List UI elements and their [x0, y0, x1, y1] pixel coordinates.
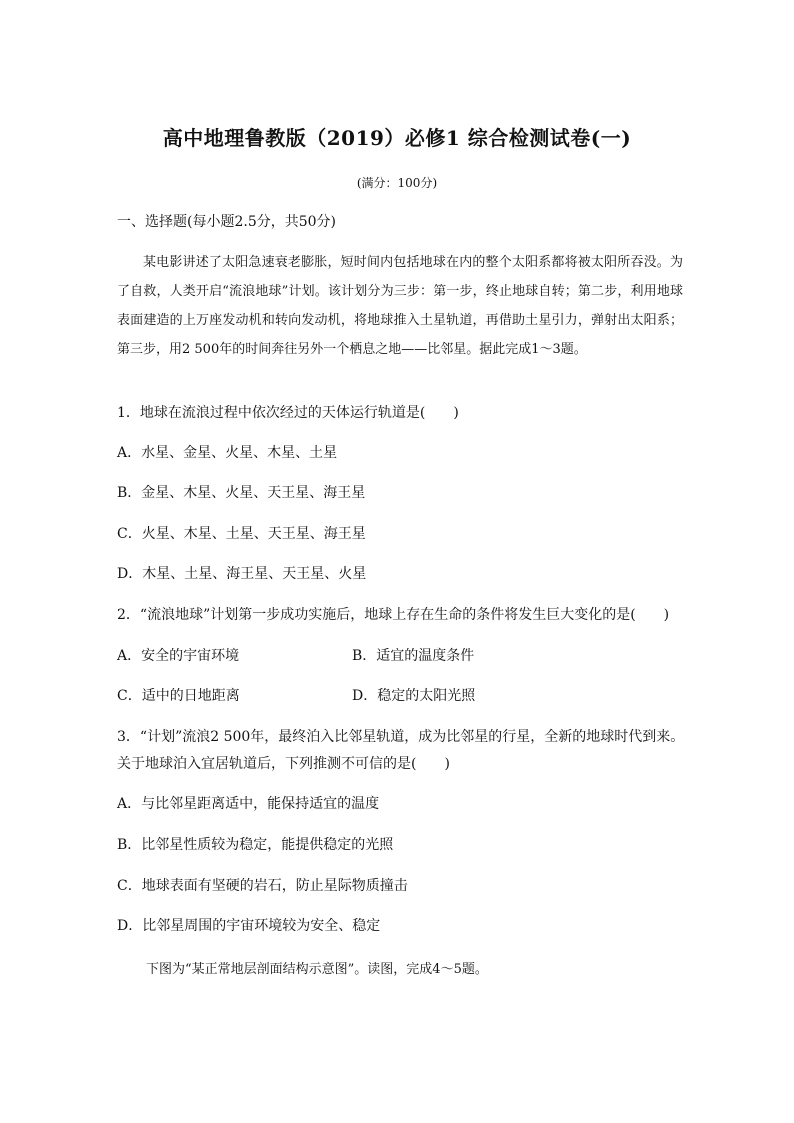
score-note: (满分：100分)	[356, 176, 438, 190]
figure-intro-note: 下图为“某正常地层剖面结构示意图”。读图，完成4～5题。	[146, 962, 488, 977]
page-title: 高中地理鲁教版（2019）必修1 综合检测试卷(一)	[162, 126, 632, 150]
question-3-option-d: D．比邻星周围的宇宙环境较为安全、稳定	[117, 918, 381, 934]
reading-passage: 某电影讲述了太阳急速衰老膨胀，短时间内包括地球在内的整个太阳系都将被太阳所吞没。为了自救，人类开启“流浪地球”计划。该计划分为三步：第一步，终止地球自转；第二步，利用地球表面建造的上万座发动机和转向发动机，将地球推入土星轨道，再借助土星引力，弹射出太阳系；第三步，用2 500年的时间奔往另外一个栖息之地——比邻星。据此完成1～3题。	[117, 255, 683, 357]
question-1-option-b: B．金星、木星、火星、天王星、海王星	[117, 485, 366, 501]
question-2-stem: 2．“流浪地球”计划第一步成功实施后，地球上存在生命的条件将发生巨大变化的是( )	[117, 607, 670, 623]
section-heading: 一、选择题(每小题2.5分，共50分)	[117, 214, 337, 230]
question-3-option-a: A．与比邻星距离适中，能保持适宜的温度	[117, 796, 380, 812]
question-3-stem-line-1: 3．“计划”流浪2 500年，最终泊入比邻星轨道，成为比邻星的行星，全新的地球时代到来。	[117, 729, 685, 745]
question-2-option-a: A．安全的宇宙环境	[117, 648, 240, 664]
question-2-option-b: B．适宜的温度条件	[352, 648, 475, 664]
question-1-option-d: D．木星、土星、海王星、天王星、火星	[117, 566, 367, 582]
question-1-stem: 1．地球在流浪过程中依次经过的天体运行轨道是( )	[117, 405, 459, 421]
question-2-option-c: C．适中的日地距离	[117, 688, 240, 704]
question-3-stem-line-2: 关于地球泊入宜居轨道后，下列推测不可信的是( )	[117, 756, 450, 772]
question-2-option-d: D．稳定的太阳光照	[352, 688, 476, 704]
question-3-option-c: C．地球表面有坚硬的岩石，防止星际物质撞击	[117, 878, 408, 894]
question-1-option-c: C．火星、木星、土星、天王星、海王星	[117, 526, 366, 542]
question-3-option-b: B．比邻星性质较为稳定，能提供稳定的光照	[117, 837, 394, 853]
question-1-option-a: A．水星、金星、火星、木星、土星	[117, 445, 338, 461]
